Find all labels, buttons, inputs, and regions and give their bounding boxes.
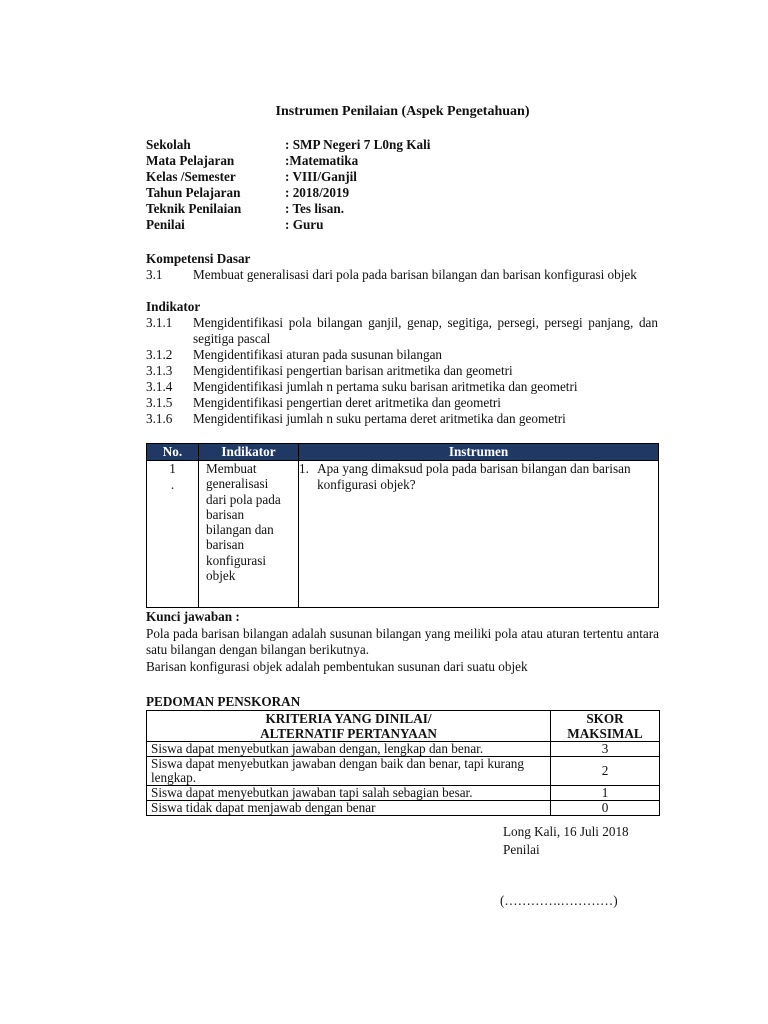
header-skor-line-2: MAKSIMAL bbox=[567, 726, 643, 741]
info-label: Tahun Pelajaran bbox=[146, 185, 241, 200]
info-label: Penilai bbox=[146, 217, 185, 232]
item-text: Mengidentifikasi jumlah n pertama suku barisan aritmetika dan geometri bbox=[193, 379, 578, 394]
kunci-body bbox=[146, 626, 659, 675]
info-row-tahun bbox=[146, 185, 666, 201]
kunci-heading: Kunci jawaban : bbox=[146, 609, 240, 624]
list-item bbox=[146, 363, 658, 379]
scoring-table bbox=[146, 710, 660, 816]
info-row-mata-pelajaran bbox=[146, 153, 666, 169]
info-value: : Guru bbox=[285, 217, 324, 232]
question-number: 1. bbox=[299, 461, 309, 476]
kompetensi-list bbox=[146, 267, 658, 283]
row-indikator: Membuat generalisasi dari pola pada barisan bilangan dan barisan konfigurasi objek bbox=[206, 461, 281, 584]
item-text: Mengidentifikasi aturan pada susunan bilangan bbox=[193, 347, 443, 362]
item-number: 3.1 bbox=[146, 267, 163, 282]
info-row-sekolah bbox=[146, 137, 666, 153]
score-cell: 1 bbox=[551, 786, 660, 801]
indikator-heading: Indikator bbox=[146, 299, 201, 314]
criteria-cell: Siswa dapat menyebutkan jawaban dengan, lengkap dan benar. bbox=[147, 742, 551, 757]
header-skor-line-1: SKOR bbox=[586, 711, 624, 726]
item-number: 3.1.3 bbox=[146, 363, 173, 378]
kunci-paragraph-1: Pola pada barisan bilangan adalah susunan bilangan yang meiliki pola atau aturan tertentu antara satu bilangan dengan bilangan berikutnya. bbox=[146, 626, 659, 657]
info-label: Mata Pelajaran bbox=[146, 153, 235, 168]
info-value: : Tes lisan. bbox=[285, 201, 345, 216]
item-number: 3.1.1 bbox=[146, 315, 173, 330]
kunci-paragraph-2: Barisan konfigurasi objek adalah pembentukan susunan dari suatu objek bbox=[146, 659, 528, 674]
criteria-cell: Siswa dapat menyebutkan jawaban tapi salah sebagian besar. bbox=[147, 786, 551, 801]
info-value: : VIII/Ganjil bbox=[285, 169, 357, 184]
info-block bbox=[146, 137, 666, 233]
info-value: : SMP Negeri 7 L0ng Kali bbox=[285, 137, 431, 152]
table-row bbox=[147, 742, 660, 757]
header-instrumen: Instrumen bbox=[299, 444, 659, 461]
item-text: Mengidentifikasi jumlah n suku pertama deret aritmetika dan geometri bbox=[193, 411, 566, 426]
header-indikator: Indikator bbox=[199, 444, 299, 461]
table-header-row bbox=[147, 711, 660, 742]
score-cell: 3 bbox=[551, 742, 660, 757]
item-text: Mengidentifikasi pola bilangan ganjil, genap, segitiga, persegi, persegi panjang, dan segitiga pascal bbox=[193, 315, 658, 346]
row-number-cell bbox=[147, 461, 199, 608]
header-kriteria bbox=[147, 711, 551, 742]
header-kriteria-line-2: ALTERNATIF PERTANYAAN bbox=[260, 726, 437, 741]
info-label: Teknik Penilaian bbox=[146, 201, 242, 216]
list-item bbox=[146, 379, 658, 395]
document-title: Instrumen Penilaian (Aspek Pengetahuan) bbox=[275, 104, 530, 119]
criteria-cell: Siswa tidak dapat menjawab dengan benar bbox=[147, 801, 551, 816]
header-no: No. bbox=[147, 444, 199, 461]
table-header-row bbox=[147, 444, 659, 461]
score-cell: 0 bbox=[551, 801, 660, 816]
signature-blank: (………….…………) bbox=[500, 893, 618, 908]
table-row bbox=[147, 786, 660, 801]
row-number-suffix: . bbox=[170, 477, 175, 492]
indikator-list bbox=[146, 315, 658, 427]
info-row-penilai bbox=[146, 217, 666, 233]
item-number: 3.1.4 bbox=[146, 379, 173, 394]
kompetensi-heading: Kompetensi Dasar bbox=[146, 251, 251, 266]
signature-place-date: Long Kali, 16 Juli 2018 bbox=[503, 824, 629, 839]
list-item bbox=[146, 315, 658, 347]
question-text: Apa yang dimaksud pola pada barisan bilangan dan barisan konfigurasi objek? bbox=[317, 461, 631, 492]
list-item bbox=[146, 347, 658, 363]
pedoman-heading: PEDOMAN PENSKORAN bbox=[146, 694, 301, 709]
table-row bbox=[147, 757, 660, 786]
row-indikator-cell bbox=[199, 461, 299, 608]
info-row-kelas bbox=[146, 169, 666, 185]
table-row bbox=[147, 461, 659, 608]
item-text: Mengidentifikasi pengertian barisan aritmetika dan geometri bbox=[193, 363, 513, 378]
header-kriteria-line-1: KRITERIA YANG DINILAI/ bbox=[265, 711, 432, 726]
row-instrumen-cell bbox=[299, 461, 659, 608]
score-cell: 2 bbox=[551, 757, 660, 786]
question bbox=[299, 461, 658, 493]
item-text: Membuat generalisasi dari pola pada barisan bilangan dan barisan konfigurasi objek bbox=[193, 267, 637, 282]
info-value: :Matematika bbox=[285, 153, 359, 168]
info-row-teknik bbox=[146, 201, 666, 217]
list-item bbox=[146, 395, 658, 411]
instrument-table bbox=[146, 443, 659, 608]
info-label: Kelas /Semester bbox=[146, 169, 236, 184]
criteria-cell: Siswa dapat menyebutkan jawaban dengan baik dan benar, tapi kurang lengkap. bbox=[147, 757, 551, 786]
info-value: : 2018/2019 bbox=[285, 185, 350, 200]
item-number: 3.1.5 bbox=[146, 395, 173, 410]
header-skor bbox=[551, 711, 660, 742]
signature-role: Penilai bbox=[503, 842, 540, 857]
item-text: Mengidentifikasi pengertian deret aritmetika dan geometri bbox=[193, 395, 501, 410]
info-label: Sekolah bbox=[146, 137, 191, 152]
item-number: 3.1.2 bbox=[146, 347, 173, 362]
table-row bbox=[147, 801, 660, 816]
list-item bbox=[146, 411, 658, 427]
list-item bbox=[146, 267, 658, 283]
row-number: 1 bbox=[169, 461, 176, 476]
item-number: 3.1.6 bbox=[146, 411, 173, 426]
